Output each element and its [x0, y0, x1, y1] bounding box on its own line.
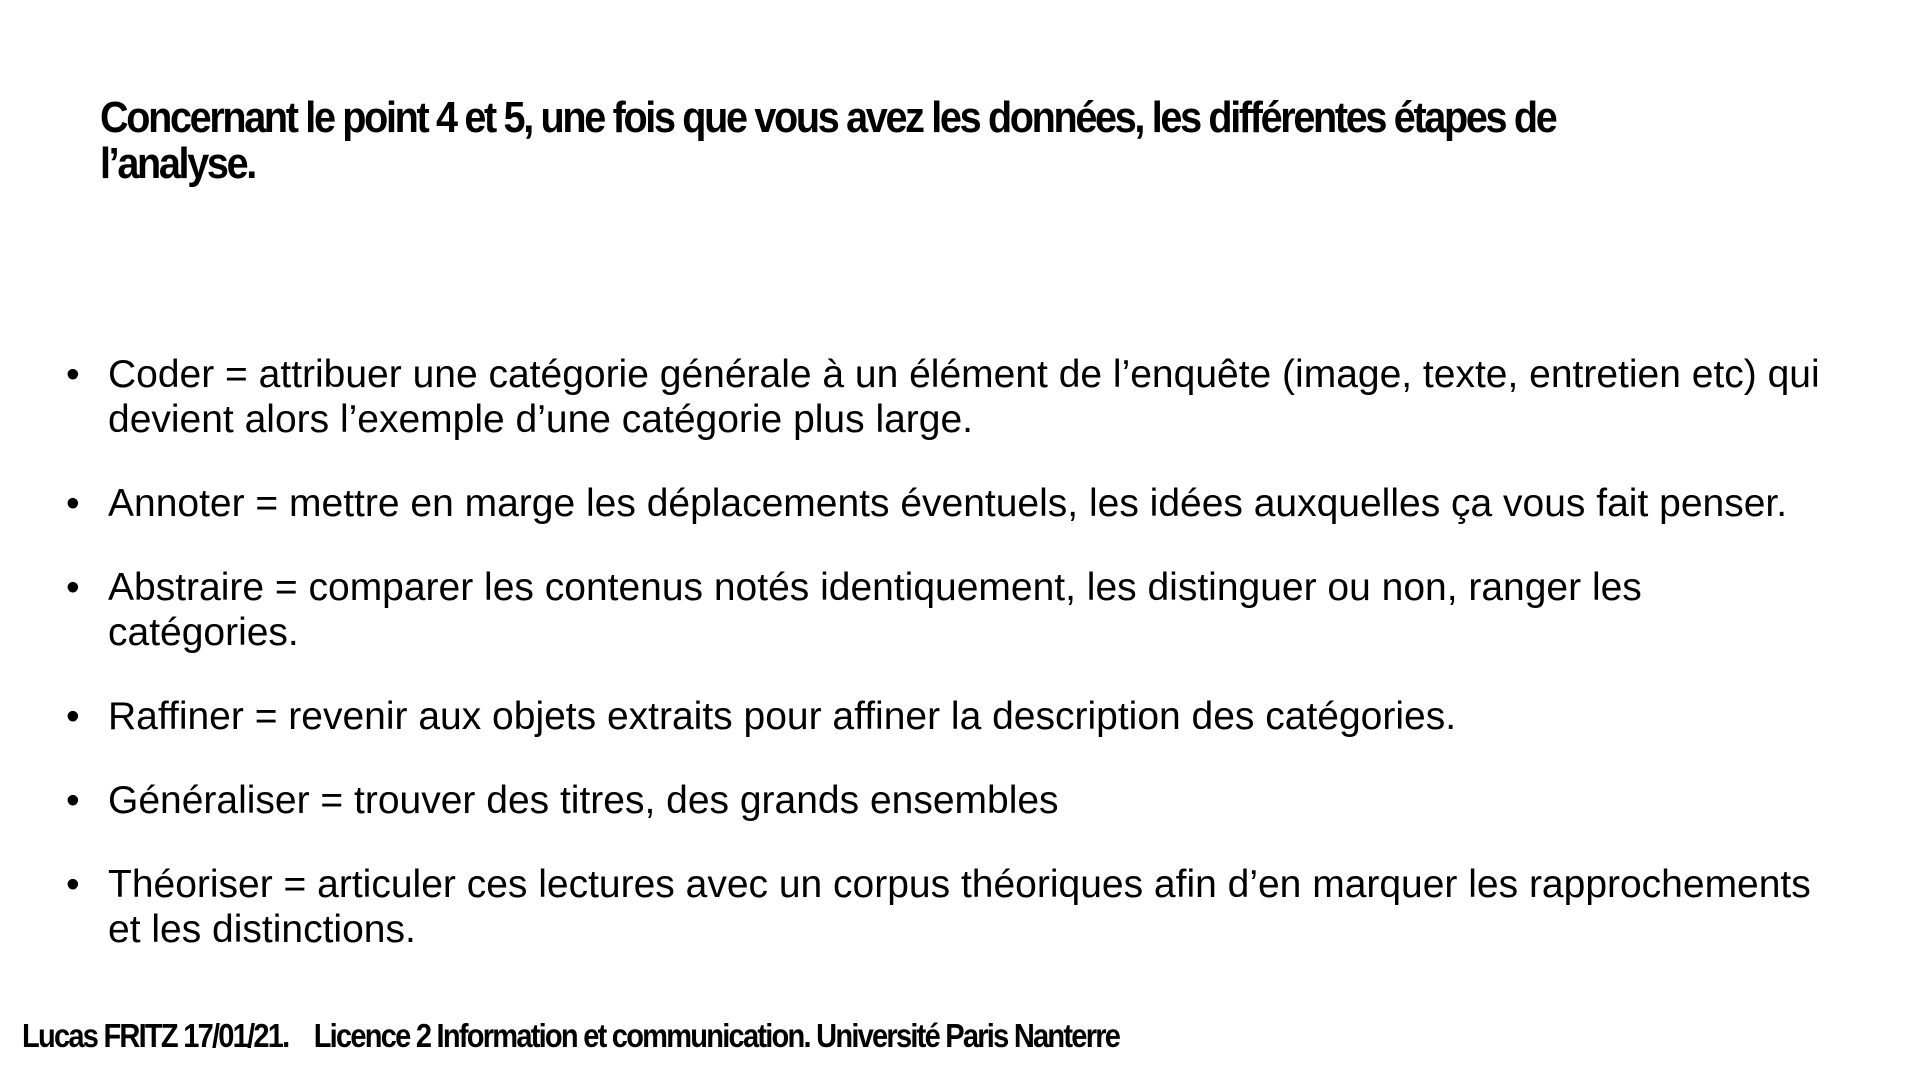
bullet-text: Théoriser = articuler ces lectures avec un corpus théoriques afin d’en marquer les rapprochements et les distinctions.	[108, 863, 1811, 951]
bullet-icon: •	[66, 482, 80, 525]
bullet-text: Abstraire = comparer les contenus notés identiquement, les distinguer ou non, ranger les catégories.	[108, 566, 1642, 654]
bullet-item-coder	[62, 352, 1822, 442]
bullet-icon: •	[66, 779, 80, 822]
bullet-text: Raffiner = revenir aux objets extraits pour affiner la description des catégories.	[108, 695, 1457, 738]
slide-title: Concernant le point 4 et 5, une fois que vous avez les données, les différentes étapes de l’analyse.	[100, 93, 1556, 188]
bullet-icon: •	[66, 353, 80, 396]
bullet-icon: •	[66, 566, 80, 609]
bullet-icon: •	[66, 695, 80, 738]
slide-footer: Lucas FRITZ 17/01/21. Licence 2 Information et communication. Université Paris Nanterre	[22, 1017, 1120, 1054]
bullet-text: Généraliser = trouver des titres, des grands ensembles	[108, 779, 1059, 822]
bullet-item-generaliser	[62, 778, 1822, 823]
bullet-icon: •	[66, 863, 80, 906]
bullet-item-raffiner	[62, 694, 1822, 739]
bullet-item-theoriser	[62, 862, 1822, 952]
bullet-list	[62, 352, 1822, 991]
bullet-item-abstraire	[62, 565, 1822, 655]
bullet-text: Coder = attribuer une catégorie générale à un élément de l’enquête (image, texte, entretien etc) qui devient alors l’exemple d’une catégorie plus large.	[108, 353, 1820, 441]
bullet-item-annoter	[62, 481, 1822, 526]
bullet-text: Annoter = mettre en marge les déplacements éventuels, les idées auxquelles ça vous fait penser.	[108, 482, 1788, 525]
